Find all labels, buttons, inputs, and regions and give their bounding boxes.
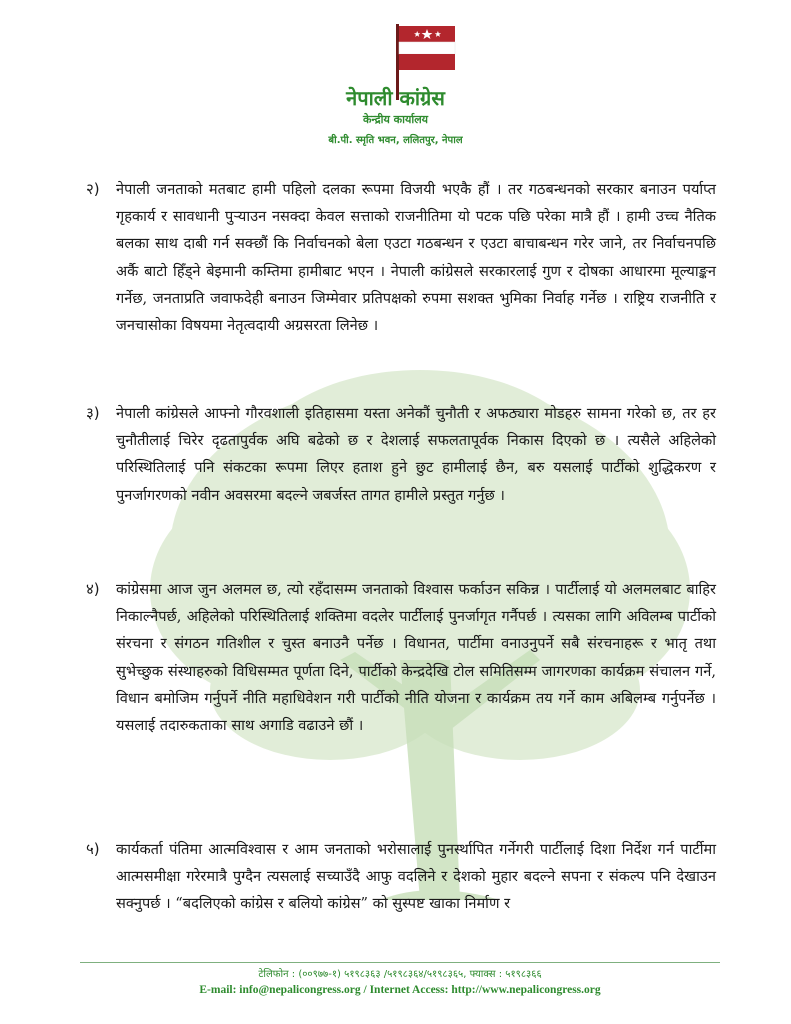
footer-phone-fax: टेलिफोन : (००९७७-१) ५१९८३६३ /५१९८३६४/५१९८३६५, फ्याक्स : ५१९८३६६ xyxy=(258,969,542,980)
footer-divider xyxy=(80,962,720,963)
paragraph-text: नेपाली जनताको मतबाट हामी पहिलो दलका रूपमा विजयी भएकै हौं । तर गठबन्धनको सरकार बनाउन पर्याप्त गृहकार्य र सावधानी पुऱ्याउन नसक्दा केवल सत्ताको राजनीतिमा यो पटक पछि परेका मात्रै हौं । हामी उच्च नैतिक बलका साथ दाबी गर्न सक्छौं कि निर्वाचनको बेला एउटा गठबन्धन र एउटा बाचाबन्धन गरेर जाने, तर निर्वाचनपछि अर्कै बाटो हिँड्ने बेइमानी कम्तिमा हामीबाट भएन । नेपाली कांग्रेसले सरकारलाई गुण र दोषका आधारमा मूल्याङ्कन गर्नेछ, जनताप्रति जवाफदेही बनाउन जिम्मेवार प्रतिपक्षको रुपमा सशक्त भुमिका निर्वाह गर्नेछ । राष्ट्रिय राजनीति र जनचासोका विषयमा नेतृत्वदायी अग्रसरता लिनेछ । xyxy=(116,181,716,335)
paragraph-text: कार्यकर्ता पंतिमा आत्मविश्वास र आम जनताको भरोसालाई पुनर्स्थापित गर्नेगरी पार्टीलाई दिशा निर्देश गर्न पार्टीमा आत्मसमीक्षा गरेरमात्रै पुग्दैन त्यसलाई सच्याउँदै आफु वदलिने र देशको मुहार बदल्ने सपना र संकल्प पनि देखाउन सक्नुपर्छ । “बदलिएको कांग्रेस र बलियो कांग्रेस” को सुस्पष्ट खाका निर्माण र xyxy=(116,841,716,913)
paragraph-number: ५) xyxy=(86,840,100,858)
paragraph-number: २) xyxy=(86,180,100,198)
organization-name: नेपाली कांग्रेस xyxy=(346,86,445,110)
letterhead xyxy=(0,0,791,160)
office-name: केन्द्रीय कार्यालय xyxy=(362,113,429,126)
office-address: बी.पी. स्मृति भवन, ललितपुर, नेपाल xyxy=(328,135,463,146)
paragraph-number: ३) xyxy=(86,404,100,422)
paragraph-number: ४) xyxy=(86,580,100,598)
paragraph-text: कांग्रेसमा आज जुन अलमल छ, त्यो रहँदासम्म जनताको विश्वास फर्काउन सकिन्न । पार्टीलाई यो अलमलबाट बाहिर निकाल्नैपर्छ, अहिलेको परिस्थितिलाई शक्तिमा वदलेर पार्टीलाई पुनर्जागृत गर्नैपर्छ । त्यसका लागि अविलम्ब पार्टीको संरचना र संगठन गतिशील र चुस्त बनाउनै पर्नेछ । विधानत, पार्टीमा वनाउनुपर्ने सबै संरचनाहरू र भातृ तथा सुभेच्छुक संस्थाहरुको विधिसम्मत पूर्णता दिने, पार्टीको केन्द्रदेखि टोल समितिसम्म जागरणका कार्यक्रम संचालन गर्ने, विधान बमोजिम गर्नुपर्ने नीति महाधिवेशन गरी पार्टीको नीति योजना र कार्यक्रम तय गर्ने काम अबिलम्ब गर्नुपर्नेछ । यसलाई तदारुकताका साथ अगाडि वढाउने छौं । xyxy=(116,581,716,735)
paragraph-text: नेपाली कांग्रेसले आफ्नो गौरवशाली इतिहासमा यस्ता अनेकौं चुनौती र अफठ्यारा मोडहरु सामना गरेको छ, तर हर चुनौतीलाई चिरेर दृढतापुर्वक अघि बढेको छ र देशलाई सफलतापूर्वक निकास दिएको छ । त्यसैले अहिलेको परिस्थितिलाई पनि संकटका रूपमा लिएर हताश हुने छुट हामीलाई छैन, बरु यसलाई पार्टीको शुद्धिकरण र पुनर्जागरणको नवीन अवसरमा बदल्ने जबर्जस्त तागत हामीले प्रस्तुत गर्नुछ । xyxy=(116,405,716,504)
footer-email-website: E-mail: info@nepalicongress.org / Internet Access: http://www.nepalicongress.org xyxy=(199,984,601,996)
